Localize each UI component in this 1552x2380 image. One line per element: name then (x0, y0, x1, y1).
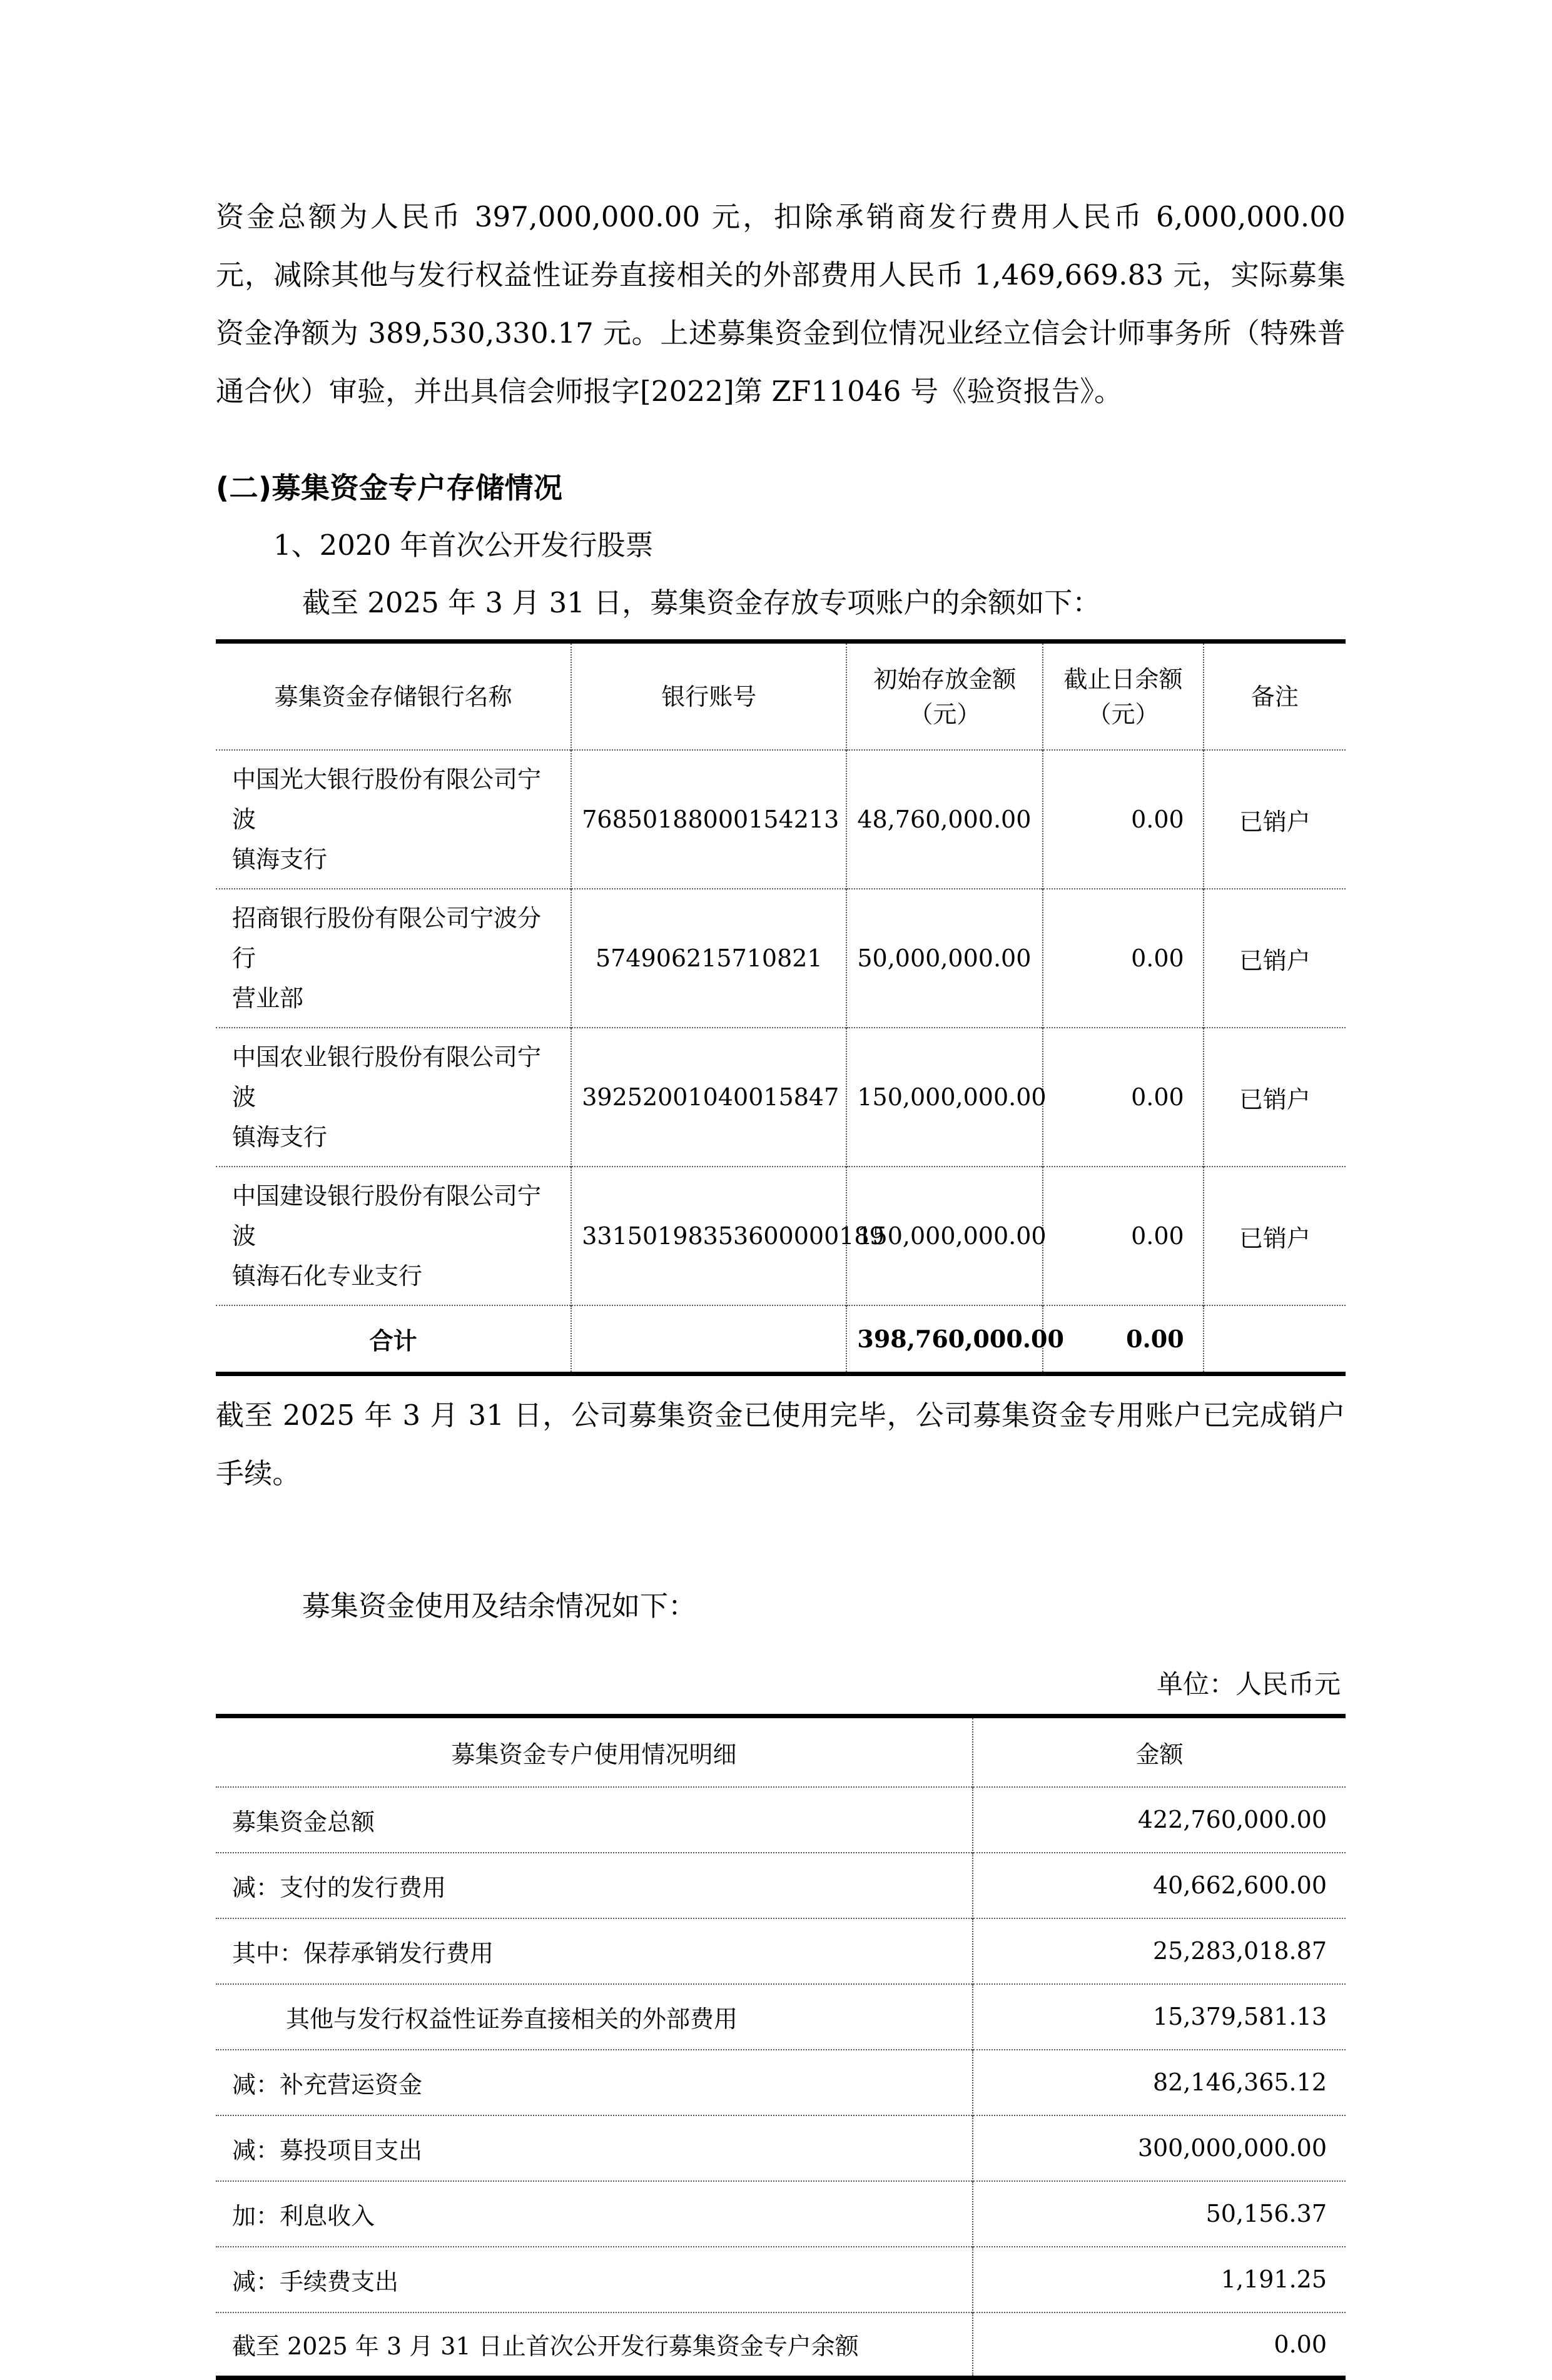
sub-heading: 1、2020 年首次公开发行股票 (216, 517, 1346, 574)
table-row (216, 1167, 1346, 1305)
bank-name-line2: 镇海石化专业支行 (232, 1256, 560, 1296)
header-remark: 备注 (1204, 644, 1346, 750)
cell-account-number: 76850188000154213 (571, 751, 846, 889)
header-bank-name: 募集资金存储银行名称 (216, 644, 571, 750)
table2-header-row (216, 1718, 1346, 1787)
cell-usage-amount: 40,662,600.00 (973, 1853, 1346, 1918)
header-ending-balance-label: 截止日余额 (1052, 662, 1194, 697)
cell-ending-balance: 0.00 (1043, 1167, 1203, 1305)
after-table1-paragraph: 截至 2025 年 3 月 31 日，公司募集资金已使用完毕，公司募集资金专用账户已完成销户手续。 (216, 1386, 1346, 1502)
cell-usage-amount: 25,283,018.87 (973, 1919, 1346, 1984)
cell-bank-name (216, 1028, 571, 1167)
table-row (216, 1985, 1346, 2050)
cell-bank-name (216, 751, 571, 889)
spacer (216, 1502, 1346, 1577)
table-row (216, 1788, 1346, 1853)
cell-usage-item: 截至 2025 年 3 月 31 日止首次公开发行募集资金专户余额 (216, 2313, 973, 2378)
table1-lead-in: 截至 2025 年 3 月 31 日，募集资金存放专项账户的余额如下： (216, 574, 1346, 632)
cell-remark: 已销户 (1204, 889, 1346, 1028)
intro-paragraph: 资金总额为人民币 397,000,000.00 元，扣除承销商发行费用人民币 6,000,000.00 元，减除其他与发行权益性证券直接相关的外部费用人民币 1,469,669.83 元，实际募集资金净额为 389,530,330.17 元。上述募集资金到位情况业经立信会计师事务所（特殊普通合伙）审验，并出具信会师报字[2022]第 ZF11046 号《验资报告》。 (216, 188, 1346, 420)
bank-name-line1: 中国农业银行股份有限公司宁波 (232, 1037, 560, 1117)
header-account-number: 银行账号 (571, 644, 846, 750)
table-row (216, 1919, 1346, 1984)
cell-ending-balance: 0.00 (1043, 1028, 1203, 1167)
cell-ending-balance: 0.00 (1043, 751, 1203, 889)
table-row (216, 2313, 1346, 2378)
bank-name-line2: 镇海支行 (232, 839, 560, 879)
bank-name-line1: 中国光大银行股份有限公司宁波 (232, 759, 560, 839)
header-usage-amount: 金额 (973, 1718, 1346, 1787)
total-remark (1204, 1306, 1346, 1374)
header-initial-amount-label: 初始存放金额 (856, 662, 1033, 697)
cell-usage-item: 减：手续费支出 (216, 2247, 973, 2312)
cell-usage-amount: 1,191.25 (973, 2247, 1346, 2312)
cell-remark: 已销户 (1204, 1167, 1346, 1305)
table-row (216, 1853, 1346, 1918)
fund-usage-detail-table (216, 1714, 1346, 2380)
cell-bank-name (216, 1167, 571, 1305)
cell-initial-amount: 150,000,000.00 (846, 1167, 1043, 1305)
bank-name-line1: 招商银行股份有限公司宁波分行 (232, 898, 560, 978)
cell-account-number: 39252001040015847 (571, 1028, 846, 1167)
cell-ending-balance: 0.00 (1043, 889, 1203, 1028)
table-row (216, 2182, 1346, 2247)
cell-account-number: 33150198353600000189 (571, 1167, 846, 1305)
cell-usage-amount: 15,379,581.13 (973, 1985, 1346, 2050)
cell-account-number: 574906215710821 (571, 889, 846, 1028)
table2-bottom-rule (216, 2378, 1346, 2380)
bank-name-line2: 镇海支行 (232, 1117, 560, 1157)
cell-remark: 已销户 (1204, 1028, 1346, 1167)
cell-usage-amount: 50,156.37 (973, 2182, 1346, 2247)
cell-initial-amount: 150,000,000.00 (846, 1028, 1043, 1167)
cell-initial-amount: 48,760,000.00 (846, 751, 1043, 889)
table-row (216, 2247, 1346, 2312)
bank-name-line2: 营业部 (232, 978, 560, 1018)
cell-usage-amount: 300,000,000.00 (973, 2116, 1346, 2181)
table-total-row (216, 1306, 1346, 1374)
total-account (571, 1306, 846, 1374)
table-row (216, 1028, 1346, 1167)
table-row (216, 2116, 1346, 2181)
header-usage-item: 募集资金专户使用情况明细 (216, 1718, 973, 1787)
table1-header-row (216, 644, 1346, 750)
cell-usage-item: 减：补充营运资金 (216, 2050, 973, 2115)
header-ending-balance-unit: （元） (1052, 697, 1194, 732)
total-initial-amount: 398,760,000.00 (846, 1306, 1043, 1374)
cell-usage-item: 其他与发行权益性证券直接相关的外部费用 (216, 1985, 973, 2050)
table-row (216, 889, 1346, 1028)
cell-usage-item: 减：募投项目支出 (216, 2116, 973, 2181)
header-initial-amount (846, 644, 1043, 750)
cell-usage-amount: 422,760,000.00 (973, 1788, 1346, 1853)
table2-lead-in: 募集资金使用及结余情况如下： (216, 1577, 1346, 1635)
unit-note: 单位：人民币元 (216, 1660, 1346, 1709)
bank-name-line1: 中国建设银行股份有限公司宁波 (232, 1176, 560, 1256)
cell-usage-item: 加：利息收入 (216, 2182, 973, 2247)
cell-bank-name (216, 889, 571, 1028)
total-ending-balance: 0.00 (1043, 1306, 1203, 1374)
table-row (216, 2050, 1346, 2115)
cell-usage-item: 其中：保荐承销发行费用 (216, 1919, 973, 1984)
cell-usage-item: 募集资金总额 (216, 1788, 973, 1853)
header-ending-balance (1043, 644, 1203, 750)
cell-initial-amount: 50,000,000.00 (846, 889, 1043, 1028)
fundraising-accounts-table (216, 639, 1346, 1376)
cell-usage-amount: 0.00 (973, 2313, 1346, 2378)
section-heading: (二)募集资金专户存储情况 (216, 459, 1346, 517)
header-initial-amount-unit: （元） (856, 697, 1033, 732)
cell-remark: 已销户 (1204, 751, 1346, 889)
table-row (216, 751, 1346, 889)
cell-usage-amount: 82,146,365.12 (973, 2050, 1346, 2115)
total-label: 合计 (216, 1306, 571, 1374)
spacer (216, 420, 1346, 459)
cell-usage-item: 减：支付的发行费用 (216, 1853, 973, 1918)
